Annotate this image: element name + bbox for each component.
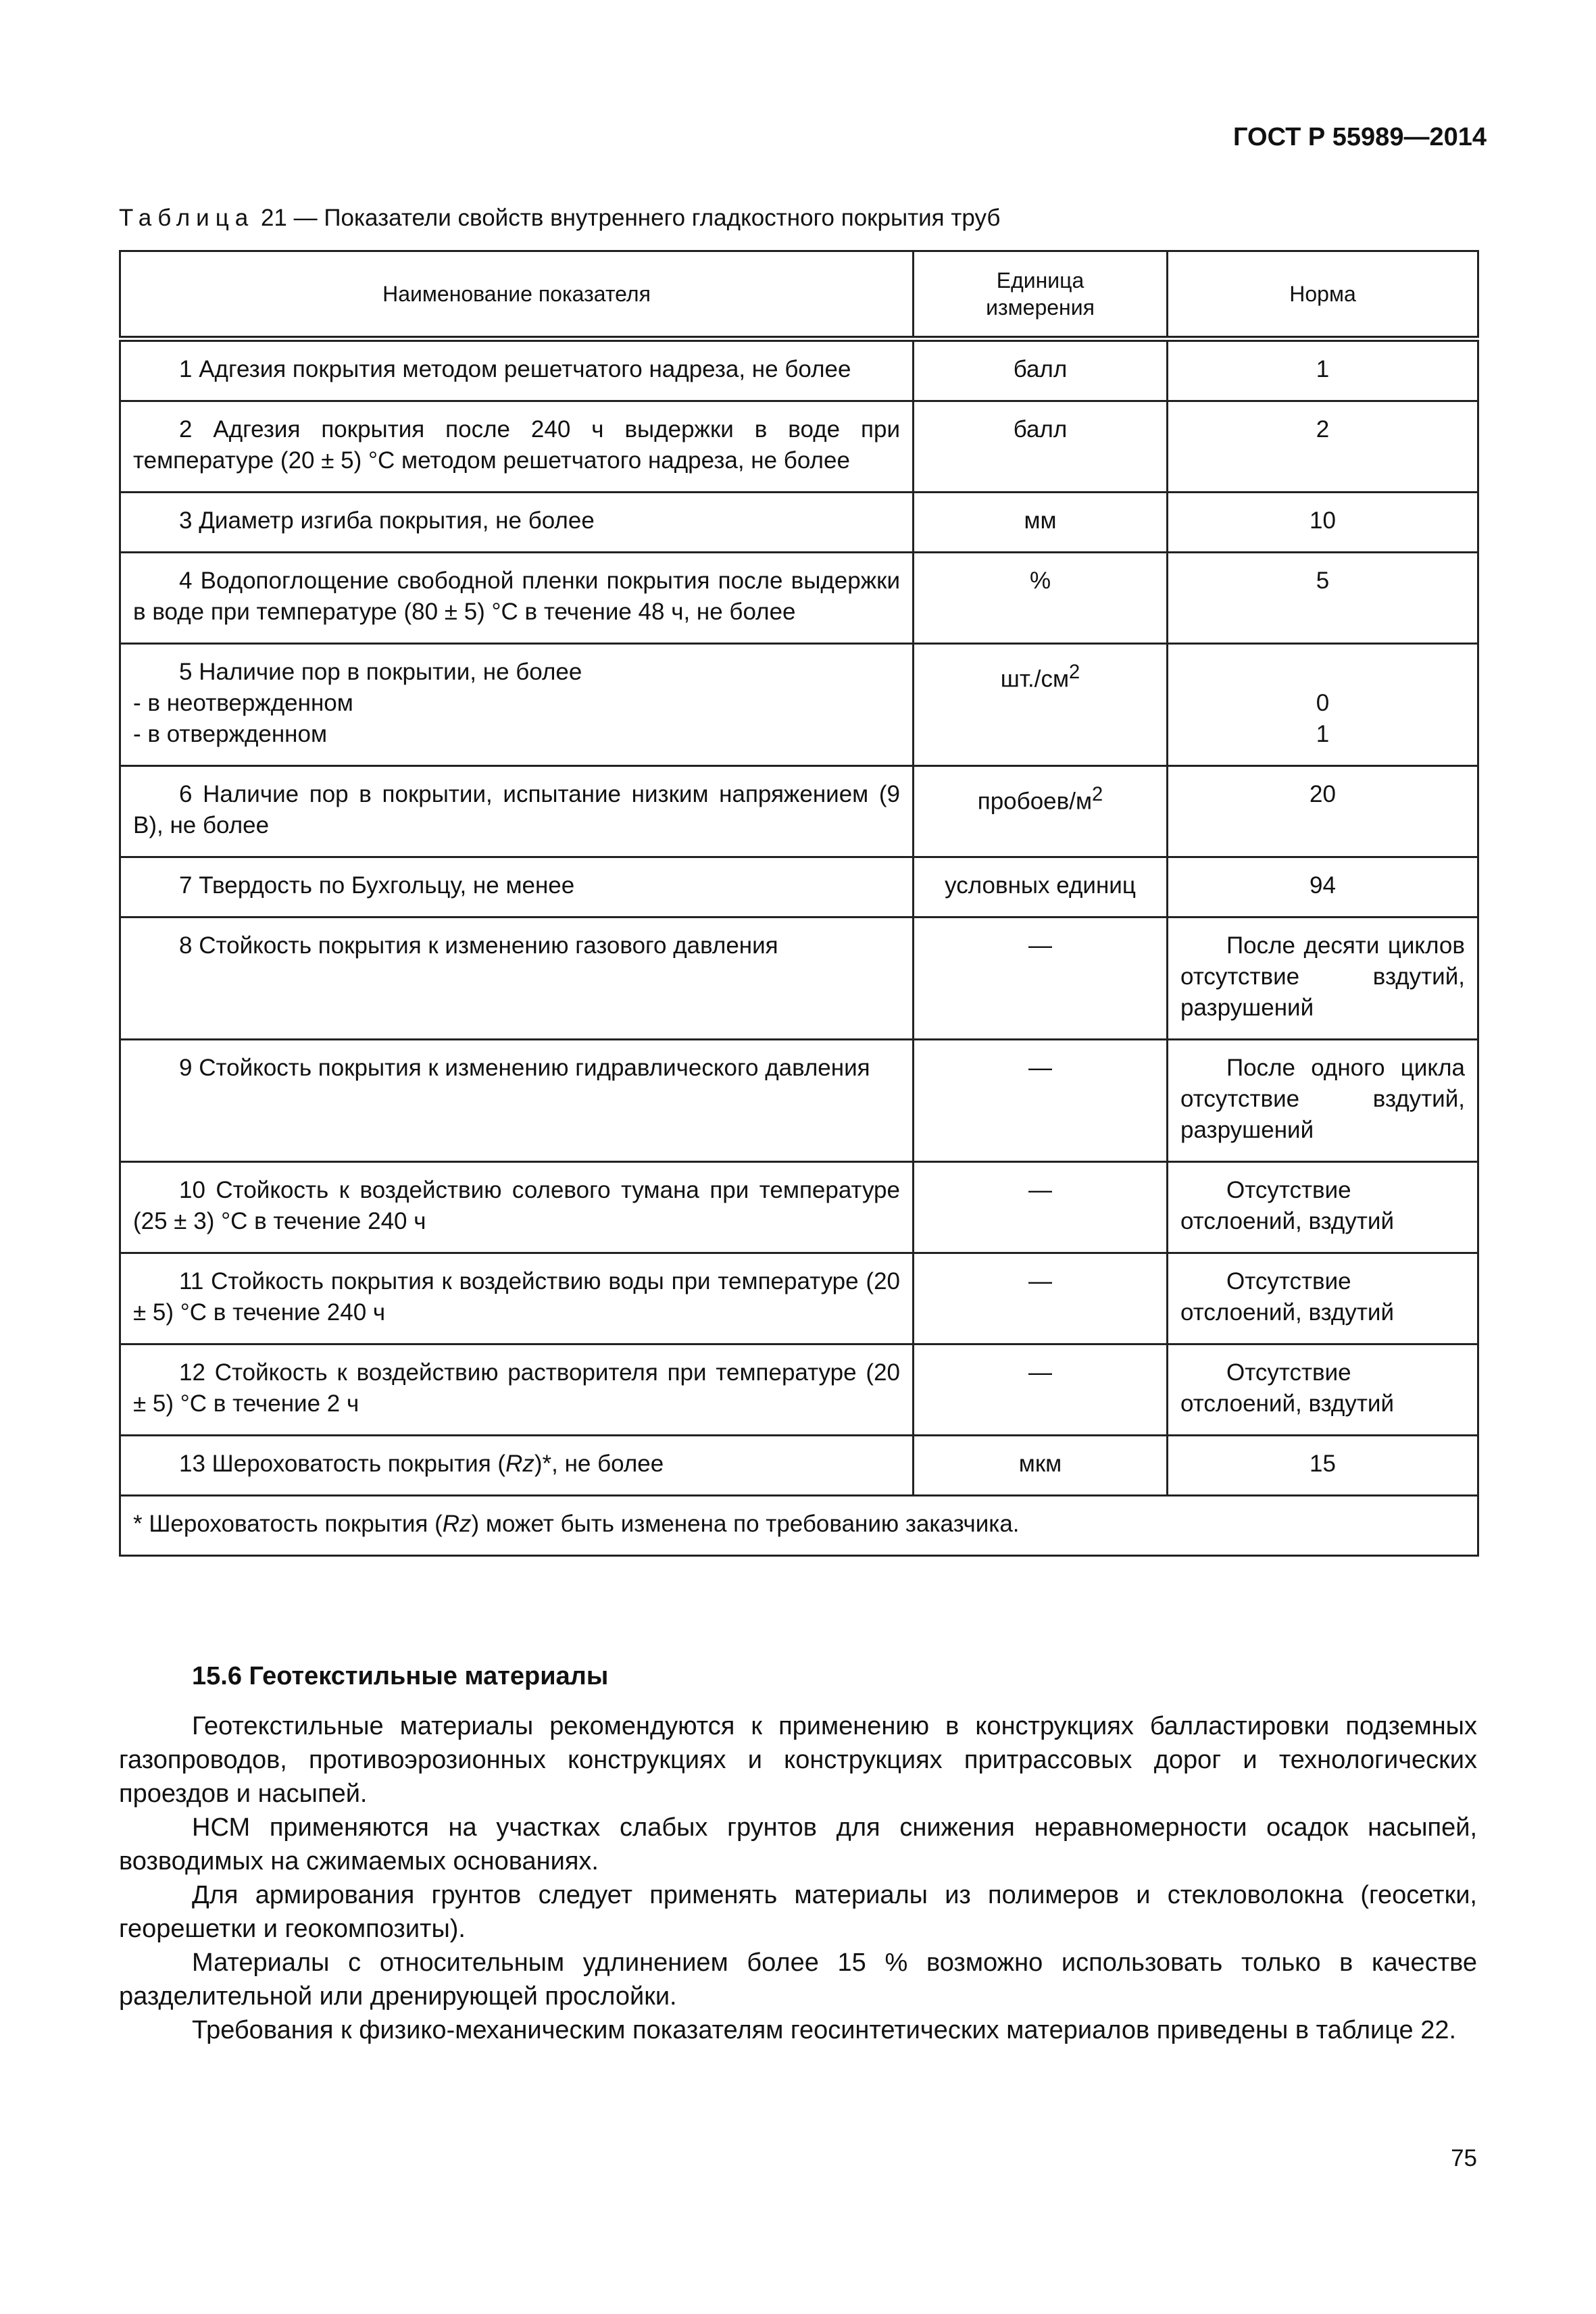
row-unit: — <box>914 1162 1168 1253</box>
table-row <box>120 553 1478 644</box>
row-norm: 5 <box>1168 553 1478 644</box>
page-number: 75 <box>1451 2145 1477 2171</box>
column-header-unit: Единица измерения <box>914 251 1168 339</box>
row-unit: мкм <box>914 1436 1168 1496</box>
row-name: 6 Наличие пор в покрытии, испытание низким напряжением (9 В), не более <box>120 766 914 857</box>
paragraph: НСМ применяются на участках слабых грунтов для снижения неравномерности осадок насыпей, возводимых на сжимаемых основаниях. <box>119 1813 1477 1876</box>
row-name: 8 Стойкость покрытия к изменению газового давления <box>120 917 914 1040</box>
row-name <box>120 644 914 766</box>
rz-italic: Rz <box>442 1511 472 1537</box>
section-heading: 15.6 Геотекстильные материалы <box>192 1662 609 1690</box>
row-name: 12 Стойкость к воздействию растворителя при температуре (20 ± 5) °С в течение 2 ч <box>120 1344 914 1436</box>
row-norm: 1 <box>1168 339 1478 401</box>
paragraph: Геотекстильные материалы рекомендуются к применению в конструкциях балластировки подземных газопроводов, противоэрозионных конструкциях и конструкциях притрассовых дорог и технологических проездов и насыпей. <box>119 1712 1477 1808</box>
table-footnote: * Шероховатость покрытия (Rz) может быть изменена по требованию заказчика. <box>120 1496 1478 1556</box>
row-name: 1 Адгезия покрытия методом решетчатого надреза, не более <box>120 339 914 401</box>
column-header-name: Наименование показателя <box>120 251 914 339</box>
row-name-line: 5 Наличие пор в покрытии, не более <box>179 659 582 685</box>
table-row <box>120 1253 1478 1344</box>
paragraph: Требования к физико-механическим показателям геосинтетических материалов приведены в таблице 22. <box>192 2016 1457 2044</box>
row-name: 7 Твердость по Бухгольцу, не менее <box>120 857 914 917</box>
column-header-norm: Норма <box>1168 251 1478 339</box>
unit-superscript: 2 <box>1069 661 1080 683</box>
row-name: 13 Шероховатость покрытия (Rz)*, не более <box>120 1436 914 1496</box>
unit-superscript: 2 <box>1092 784 1103 805</box>
row-unit-text: шт./см <box>1000 665 1070 693</box>
row-name-line: - в неотвержденном <box>133 690 353 716</box>
row-name-line: - в отвержденном <box>133 721 328 747</box>
row-norm: Отсутствие отслоений, вздутий <box>1168 1344 1478 1436</box>
table-caption <box>119 205 1000 232</box>
section-body <box>119 1709 1477 2047</box>
row-unit: балл <box>914 401 1168 493</box>
paragraph: Материалы с относительным удлинением более 15 % возможно использовать только в качестве разделительной или дренирующей прослойки. <box>119 1948 1477 2011</box>
row-norm <box>1168 644 1478 766</box>
properties-table <box>119 250 1479 1557</box>
table-footnote-row <box>120 1496 1478 1556</box>
table-row <box>120 1436 1478 1496</box>
rz-italic: Rz <box>505 1451 534 1477</box>
table-caption-text: 21 — Показатели свойств внутреннего гладкостного покрытия труб <box>260 205 1001 231</box>
table-row <box>120 1162 1478 1253</box>
row-name: 9 Стойкость покрытия к изменению гидравлического давления <box>120 1040 914 1162</box>
row-norm: 10 <box>1168 493 1478 553</box>
row-unit: — <box>914 917 1168 1040</box>
table-caption-word: Таблица <box>119 205 255 231</box>
table-row <box>120 1040 1478 1162</box>
paragraph: Для армирования грунтов следует применять материалы из полимеров и стекловолокна (геосетки, георешетки и геокомпозиты). <box>119 1881 1477 1943</box>
row-norm-line: 0 <box>1316 690 1330 716</box>
row-unit: балл <box>914 339 1168 401</box>
table-header-row <box>120 251 1478 339</box>
table-row <box>120 917 1478 1040</box>
row-norm: 94 <box>1168 857 1478 917</box>
row-name: 3 Диаметр изгиба покрытия, не более <box>120 493 914 553</box>
row-norm-line: 1 <box>1316 721 1330 747</box>
row-unit: — <box>914 1253 1168 1344</box>
row-norm: 15 <box>1168 1436 1478 1496</box>
row-norm: 20 <box>1168 766 1478 857</box>
row-name: 4 Водопоглощение свободной пленки покрытия после выдержки в воде при температуре (80 ± 5) °С в течение 48 ч, не более <box>120 553 914 644</box>
table-row <box>120 644 1478 766</box>
row-name: 11 Стойкость покрытия к воздействию воды при температуре (20 ± 5) °С в течение 240 ч <box>120 1253 914 1344</box>
row-unit <box>914 644 1168 766</box>
row-unit <box>914 766 1168 857</box>
table-row <box>120 493 1478 553</box>
row-norm: После десяти циклов отсутствие вздутий, разрушений <box>1168 917 1478 1040</box>
row-norm: Отсутствие отслоений, вздутий <box>1168 1162 1478 1253</box>
row-norm: После одного цикла отсутствие вздутий, разрушений <box>1168 1040 1478 1162</box>
row-unit: условных единиц <box>914 857 1168 917</box>
row-norm: 2 <box>1168 401 1478 493</box>
row-unit: — <box>914 1040 1168 1162</box>
row-unit-text: пробоев/м <box>977 788 1093 815</box>
table-row <box>120 339 1478 401</box>
row-unit: % <box>914 553 1168 644</box>
document-code: ГОСТ Р 55989—2014 <box>1233 123 1487 151</box>
table-row <box>120 1344 1478 1436</box>
table-row <box>120 401 1478 493</box>
row-name: 10 Стойкость к воздействию солевого тумана при температуре (25 ± 3) °С в течение 240 ч <box>120 1162 914 1253</box>
row-unit: мм <box>914 493 1168 553</box>
row-name: 2 Адгезия покрытия после 240 ч выдержки в воде при температуре (20 ± 5) °С методом решетчатого надреза, не более <box>120 401 914 493</box>
table-row <box>120 766 1478 857</box>
row-unit: — <box>914 1344 1168 1436</box>
row-norm: Отсутствие отслоений, вздутий <box>1168 1253 1478 1344</box>
table-row <box>120 857 1478 917</box>
